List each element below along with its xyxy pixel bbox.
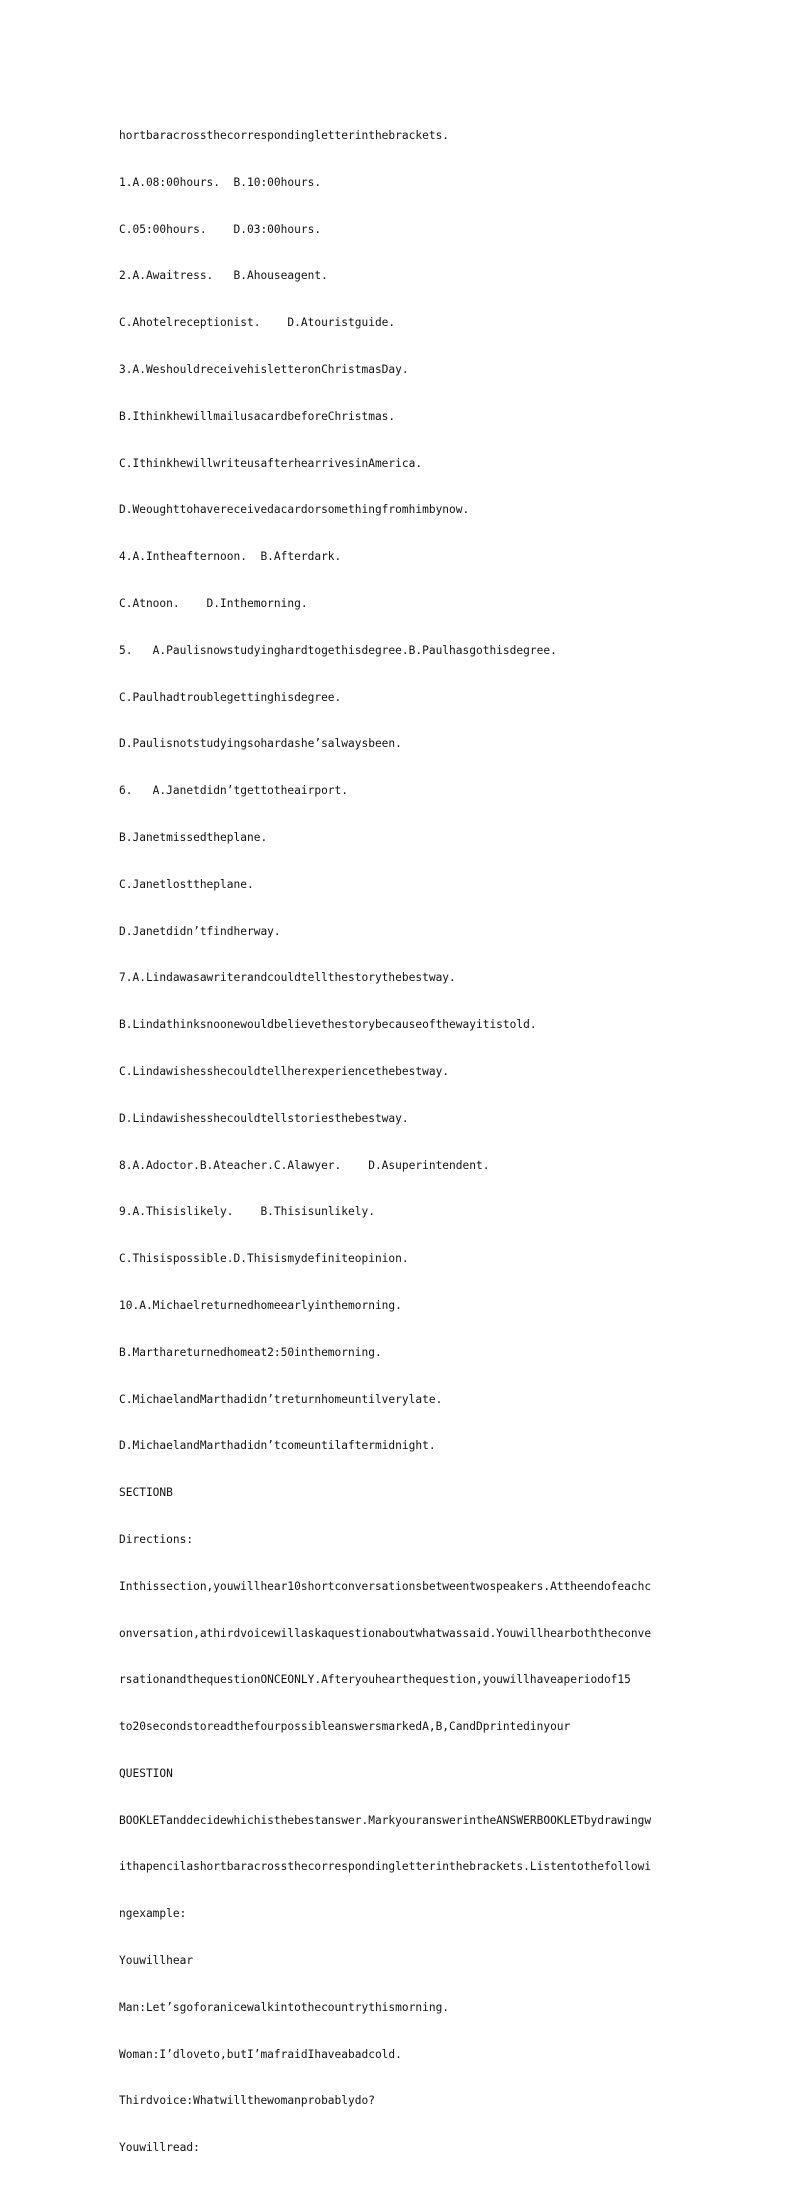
question-7-option-d: D.Lindawishesshecouldtellstoriesthebestway. bbox=[119, 1111, 409, 1125]
directions-text: Inthissection,youwillhear10shortconversationsbetweentwospeakers.Attheendofeachc bbox=[119, 1579, 652, 1593]
question-1-options-cd: C.05:00hours. D.03:00hours. bbox=[119, 222, 322, 236]
example-read-label: Youwillread: bbox=[119, 2141, 200, 2155]
question-3-option-a: 3.A.WeshouldreceivehisletteronChristmasDay. bbox=[119, 362, 409, 376]
question-5-option-c: C.Paulhadtroublegettinghisdegree. bbox=[119, 690, 342, 704]
directions-text: rsationandthequestionONCEONLY.Afteryouhearthequestion,youwillhaveaperiodof15 bbox=[119, 1673, 631, 1687]
question-1-options-ab: 1.A.08:00hours. B.10:00hours. bbox=[119, 175, 322, 189]
example-woman-line: Woman:I’dloveto,butI’mafraidIhaveabadcold. bbox=[119, 2047, 402, 2061]
directions-text: ithapencilashortbaracrossthecorrespondingletterinthebrackets.Listentothefollowi bbox=[119, 1860, 652, 1874]
question-3-option-c: C.IthinkhewillwriteusafterhearrivesinAmerica. bbox=[119, 456, 423, 470]
question-6-option-d: D.Janetdidn’tfindherway. bbox=[119, 924, 281, 938]
question-4-options-ab: 4.A.Intheafternoon. B.Afterdark. bbox=[119, 550, 342, 564]
question-10-option-d: D.MichaelandMarthadidn’tcomeuntilaftermidnight. bbox=[119, 1439, 436, 1453]
question-10-option-a: 10.A.Michaelreturnedhomeearlyinthemorning. bbox=[119, 1298, 402, 1312]
question-5-options-ab: 5. A.Paulisnowstudyinghardtogethisdegree.B.Paulhasgothisdegree. bbox=[119, 643, 557, 657]
question-5-option-d: D.Paulisnotstudyingsohardashe’salwaysbeen. bbox=[119, 737, 402, 751]
question-3-option-b: B.IthinkhewillmailusacardbeforeChristmas. bbox=[119, 409, 396, 423]
question-7-option-a: 7.A.Lindawasawriterandcouldtellthestorythebestway. bbox=[119, 971, 456, 985]
directions-text: QUESTION bbox=[119, 1766, 173, 1780]
directions-text: onversation,athirdvoicewillaskaquestionaboutwhatwassaid.Youwillhearboththeconve bbox=[119, 1626, 652, 1640]
directions-label: Directions: bbox=[119, 1532, 194, 1546]
text-line: hortbaracrossthecorrespondingletterinthebrackets. bbox=[119, 129, 450, 142]
question-4-options-cd: C.Atnoon. D.Inthemorning. bbox=[119, 596, 308, 610]
example-intro: Youwillhear bbox=[119, 1954, 194, 1968]
question-10-option-b: B.Marthareturnedhomeat2:50inthemorning. bbox=[119, 1345, 382, 1359]
question-9-options-cd: C.Thisispossible.D.Thisismydefiniteopinion. bbox=[119, 1252, 409, 1266]
directions-text: to20secondstoreadthefourpossibleanswersmarkedA,B,CandDprintedinyour bbox=[119, 1720, 571, 1734]
question-6-option-b: B.Janetmissedtheplane. bbox=[119, 830, 268, 844]
section-heading: SECTIONB bbox=[119, 1486, 173, 1500]
example-third-voice-line: Thirdvoice:Whatwillthewomanprobablydo? bbox=[119, 2094, 375, 2108]
question-2-options-ab: 2.A.Awaitress. B.Ahouseagent. bbox=[119, 269, 328, 283]
example-man-line: Man:Let’sgoforanicewalkintothecountrythismorning. bbox=[119, 2000, 450, 2014]
question-6-option-c: C.Janetlosttheplane. bbox=[119, 877, 254, 891]
document-body bbox=[119, 100, 679, 2185]
question-9-options-ab: 9.A.Thisislikely. B.Thisisunlikely. bbox=[119, 1205, 375, 1219]
question-7-option-b: B.Lindathinksnoonewouldbelievethestorybecauseofthewayitistold. bbox=[119, 1018, 537, 1032]
question-2-options-cd: C.Ahotelreceptionist. D.Atouristguide. bbox=[119, 316, 396, 330]
question-7-option-c: C.Lindawishesshecouldtellherexperiencethebestway. bbox=[119, 1064, 450, 1078]
question-8-options: 8.A.Adoctor.B.Ateacher.C.Alawyer. D.Asuperintendent. bbox=[119, 1158, 490, 1172]
question-6-option-a: 6. A.Janetdidn’tgettotheairport. bbox=[119, 784, 349, 798]
directions-text: BOOKLETanddecidewhichisthebestanswer.MarkyouranswerintheANSWERBOOKLETbydrawingw bbox=[119, 1813, 652, 1827]
directions-text: ngexample: bbox=[119, 1907, 187, 1921]
question-3-option-d: D.Weoughttohavereceivedacardorsomethingfromhimbynow. bbox=[119, 503, 470, 517]
question-10-option-c: C.MichaelandMarthadidn’treturnhomeuntilverylate. bbox=[119, 1392, 443, 1406]
